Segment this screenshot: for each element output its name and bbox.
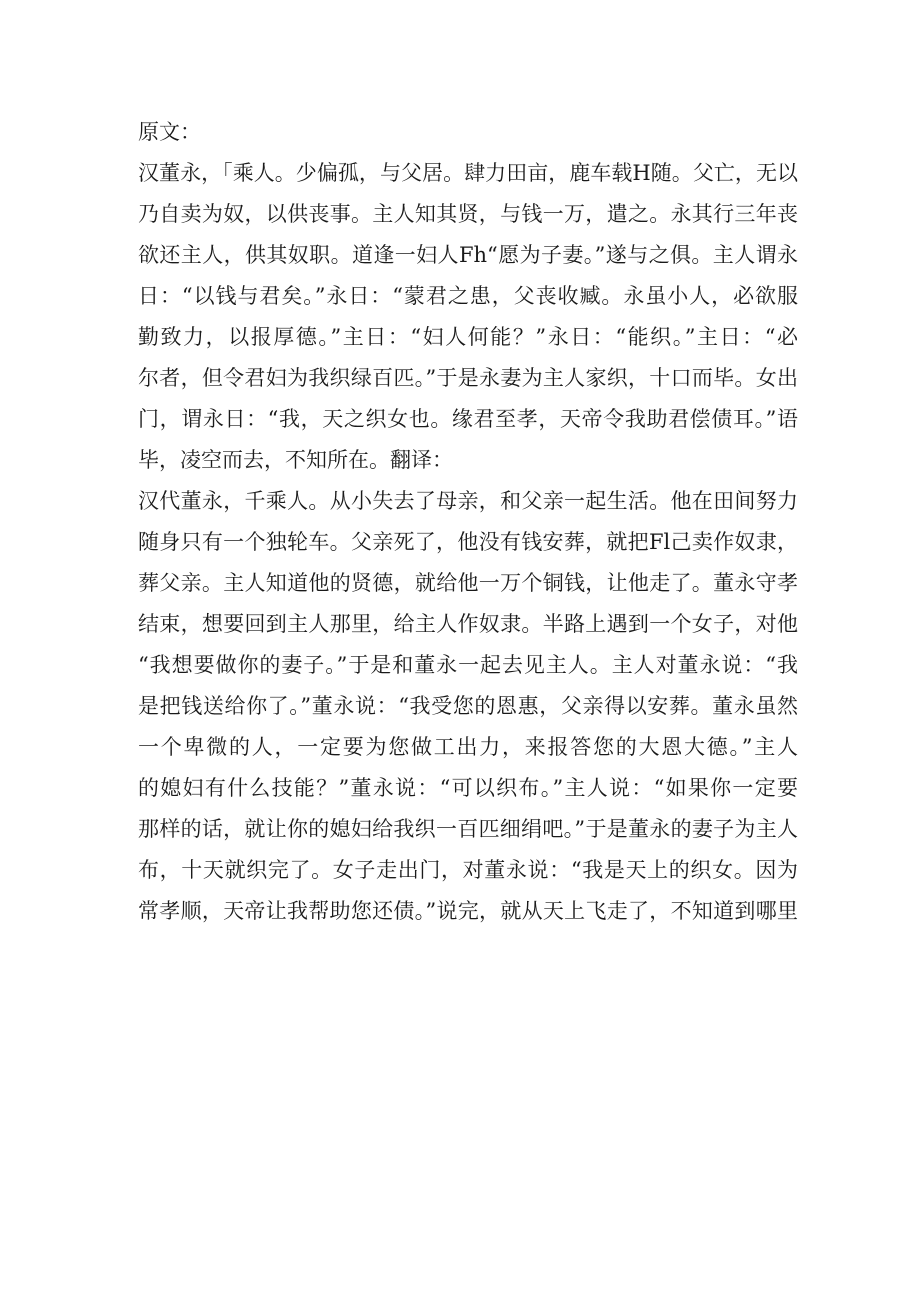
translation-line-1: 汉代董永，千乘人。从小失去了母亲，和父亲一起生活。他在田间努力 xyxy=(138,489,798,513)
translation-line-11: 常孝顺，天帝让我帮助您还债。”说完，就从天上飞走了，不知道到哪里 xyxy=(138,899,798,923)
original-line-8: 毕，凌空而去，不知所在。翻译： xyxy=(138,448,453,472)
translation-line-2: 随身只有一个独轮车。父亲死了，他没有钱安葬，就把Fl己卖作奴隶， xyxy=(138,530,798,554)
original-line-2: 乃自卖为奴，以供丧事。主人知其贤，与钱一万，遣之。永其行三年丧 xyxy=(138,202,798,226)
original-line-4: 日：“以钱与君矣。”永日：“蒙君之患，父丧收臧。永虽小人，必欲服 xyxy=(138,284,798,308)
translation-line-4: 结束，想要回到主人那里，给主人作奴隶。半路上遇到一个女子，对他 xyxy=(138,612,798,636)
original-line-3: 欲还主人，供其奴职。道逢一妇人Fh“愿为子妻。”遂与之俱。主人谓永 xyxy=(138,243,798,267)
translation-line-10: 布，十天就织完了。女子走出门，对董永说：“我是天上的织女。因为 xyxy=(138,858,798,882)
translation-line-5: “我想要做你的妻子。”于是和董永一起去见主人。主人对董永说：“我 xyxy=(138,653,798,677)
document-body xyxy=(138,112,798,932)
original-heading: 原文： xyxy=(138,120,201,144)
original-line-6: 尔者，但令君妇为我织绿百匹。”于是永妻为主人家织，十口而毕。女出 xyxy=(138,366,798,390)
original-line-1: 汉董永，「乘人。少偏孤，与父居。肆力田亩，鹿车载H随。父亡，无以 xyxy=(138,161,798,185)
original-line-5: 勤致力，以报厚德。”主日：“妇人何能？”永日：“能织。”主日：“必 xyxy=(138,325,798,349)
translation-line-3: 葬父亲。主人知道他的贤德，就给他一万个铜钱，让他走了。董永守孝 xyxy=(138,571,798,595)
translation-line-7: 一个卑微的人，一定要为您做工出力，来报答您的大恩大德。”主人 xyxy=(138,735,798,759)
translation-line-8: 的媳妇有什么技能？”董永说：“可以织布。”主人说：“如果你一定要 xyxy=(138,776,798,800)
original-line-7: 门，谓永日：“我，天之织女也。缘君至孝，天帝令我助君偿债耳。”语 xyxy=(138,407,798,431)
translation-line-6: 是把钱送给你了。”董永说：“我受您的恩惠，父亲得以安葬。董永虽然 xyxy=(138,694,798,718)
translation-line-9: 那样的话，就让你的媳妇给我织一百匹细绢吧。”于是董永的妻子为主人 xyxy=(138,817,798,841)
